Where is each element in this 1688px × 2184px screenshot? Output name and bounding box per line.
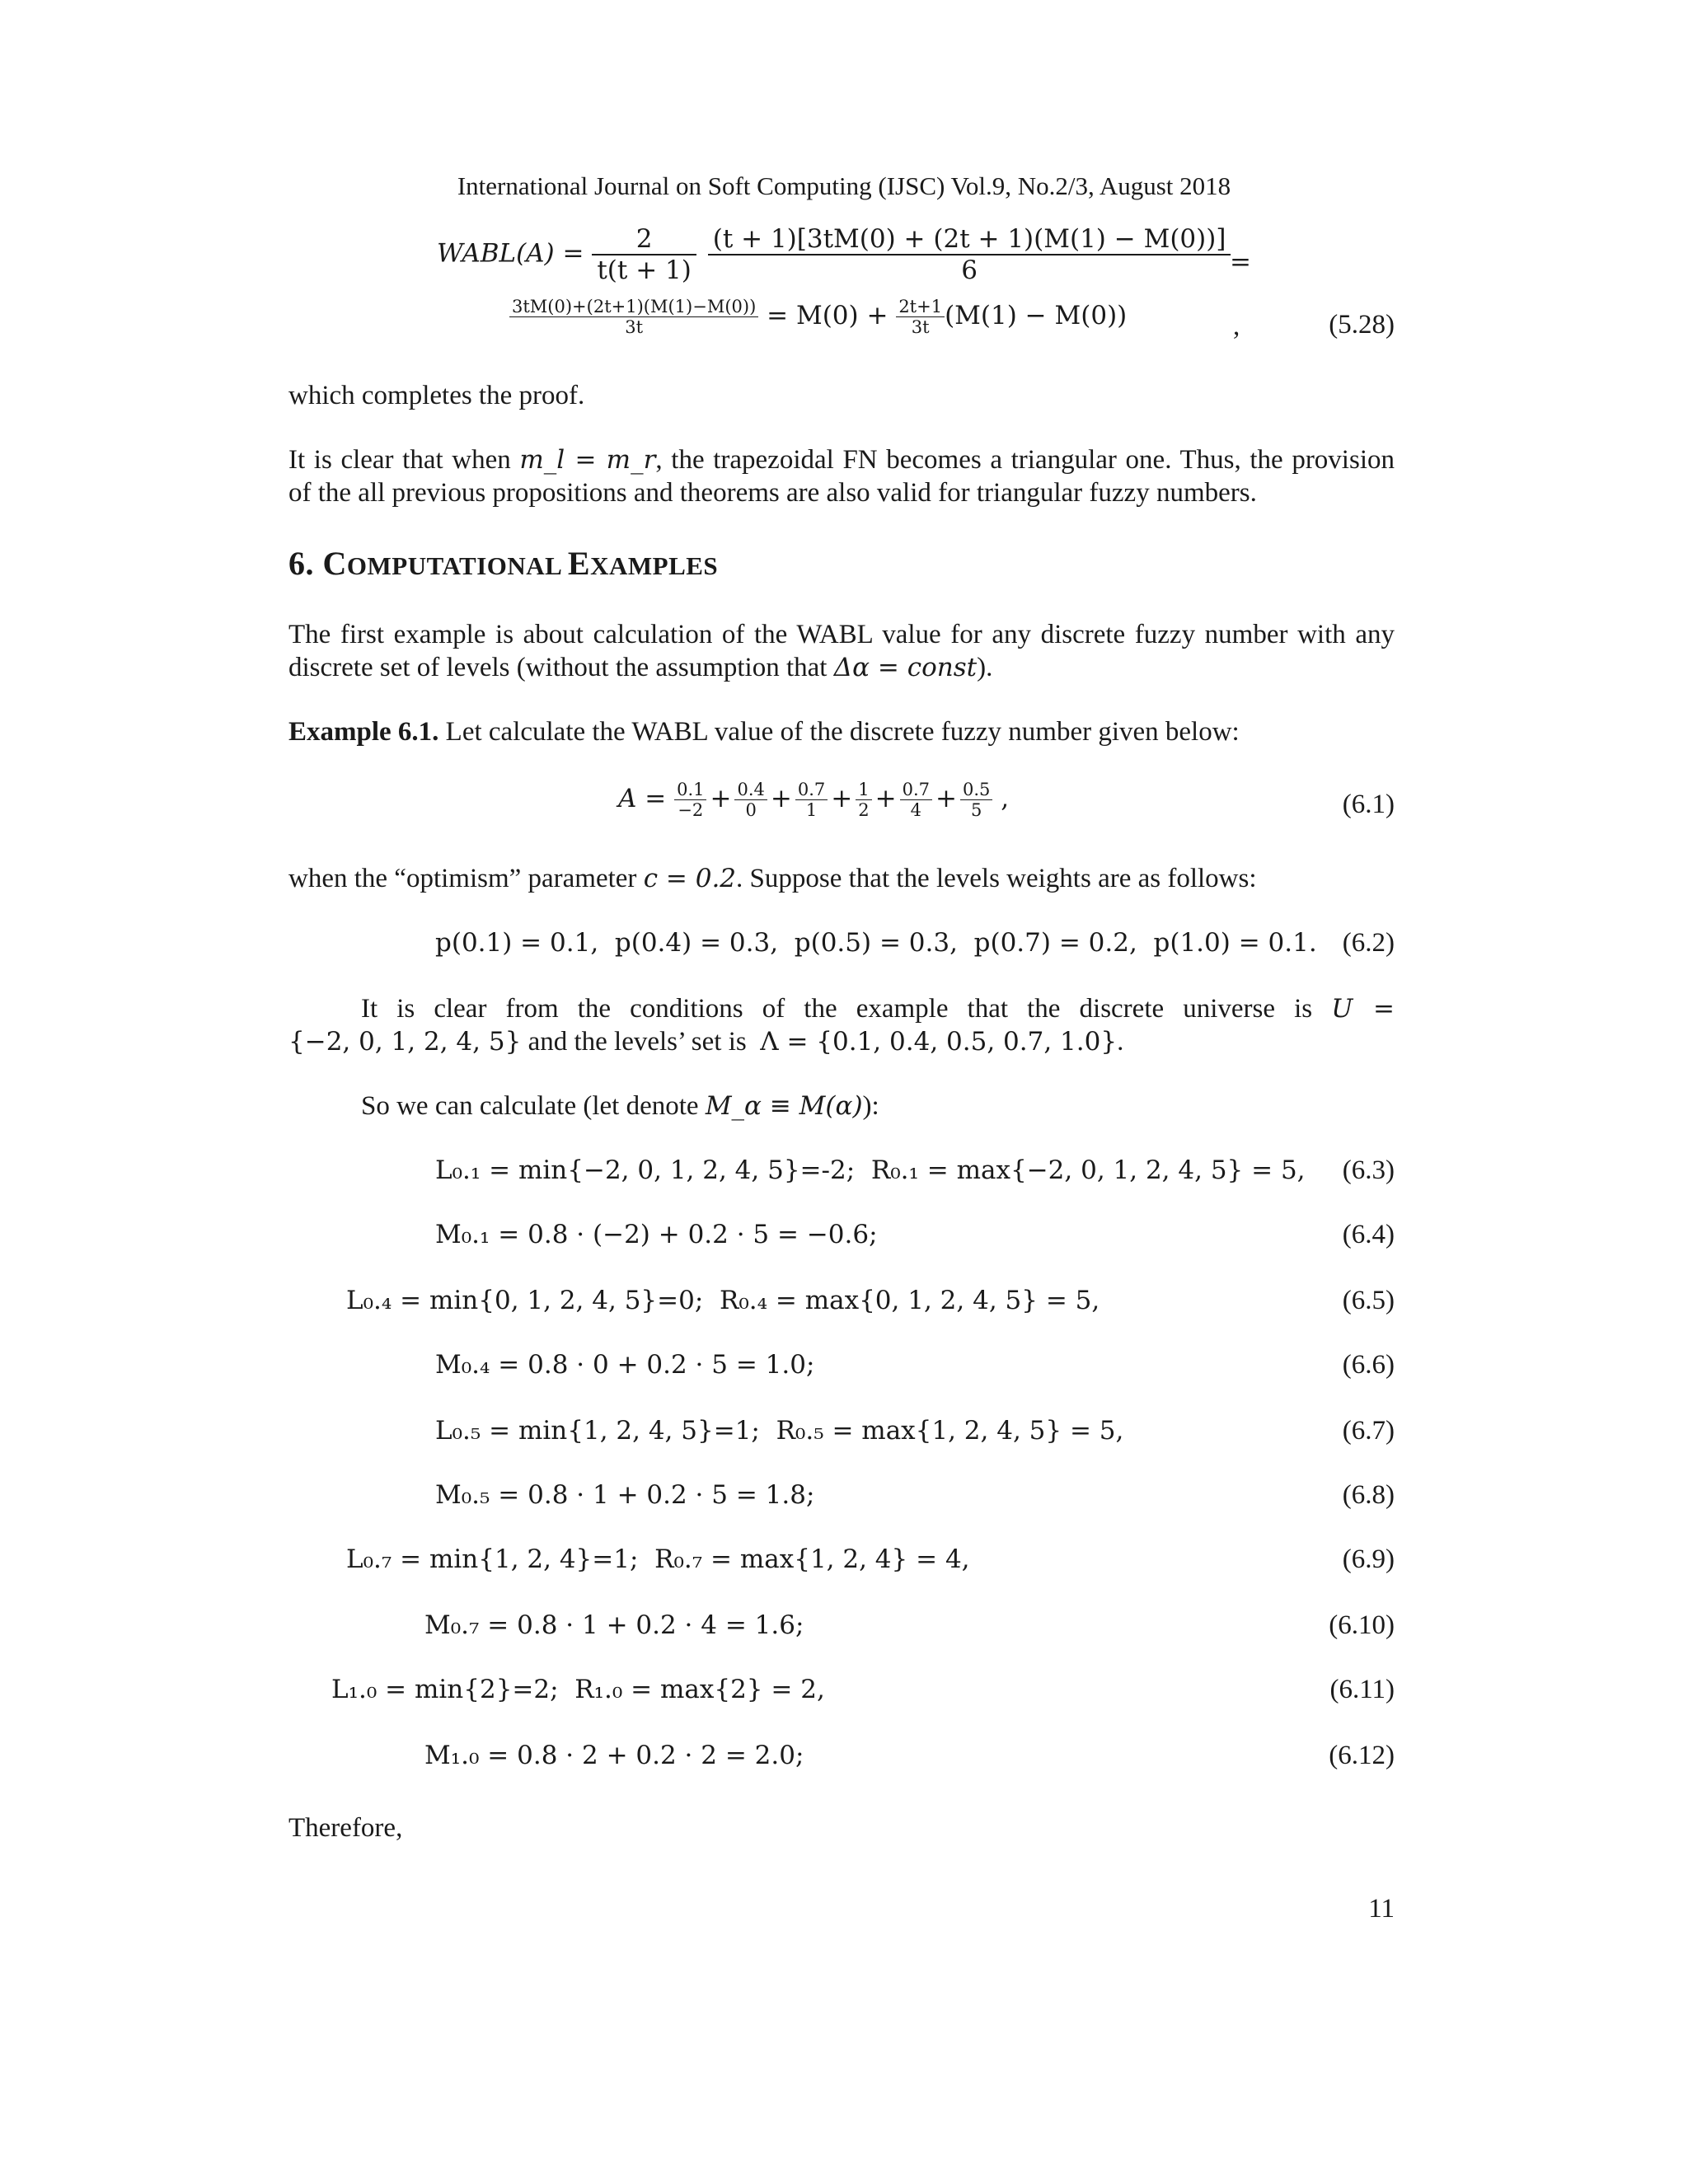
equation-number: (6.5) [1342,1286,1395,1315]
membership-term [900,780,932,820]
inline-math: U = [1331,994,1395,1024]
journal-header: International Journal on Soft Computing (IJSC) Vol.9, No.2/3, August 2018 [457,171,1231,200]
denominator: 3t [625,317,644,337]
equation-5-28-line2 [509,297,1127,337]
membership-term [734,780,767,820]
eq-mid: = M(0) + [758,301,897,330]
membership-degree: 1 [856,780,871,800]
membership-degree: 0.1 [674,780,706,800]
equation-number: (6.8) [1342,1480,1395,1510]
example-statement [288,715,1240,748]
eq-lhs: WABL(A) = [437,238,593,269]
text-run: ): [862,1091,879,1121]
inline-math: Λ = {0.1, 0.4, 0.5, 0.7, 1.0} [760,1027,1118,1057]
membership-term [960,780,992,820]
numerator: 2t+1 [896,297,945,317]
section-number: 6. [288,545,323,582]
text-run: , the trapezoidal FN becomes a triangular one. Thus, the provision [655,445,1395,475]
equation-number: (6.4) [1342,1220,1395,1249]
paragraph-line [361,992,1395,1025]
universe-element: 4 [910,800,921,820]
section-heading [288,544,718,583]
fraction [592,224,696,285]
paragraph-line [288,651,992,684]
page-number: 11 [1368,1894,1395,1924]
equation-6-8: M₀.₅ = 0.8 · 1 + 0.2 · 5 = 1.8; [435,1480,815,1510]
equation-6-6: M₀.₄ = 0.8 · 0 + 0.2 · 5 = 1.0; [435,1350,815,1380]
eq-tail: (M(1) − M(0)) [945,301,1128,330]
fraction [708,224,1231,285]
numerator: (t + 1)[3tM(0) + (2t + 1)(M(1) − M(0))] [708,224,1231,255]
text-run: Let calculate the WABL value of the discrete fuzzy number given below: [438,717,1240,747]
trailing-comma: , [992,784,1010,813]
small-caps-initial: E [567,545,591,582]
plus-sign: + [770,784,792,813]
membership-term [856,780,871,820]
membership-degree: 0.7 [900,780,932,800]
paragraph: Therefore, [288,1813,403,1843]
text-run: and the levels’ set is [521,1027,761,1057]
equation-number: (6.12) [1329,1741,1395,1770]
inline-math: c = 0.2 [643,864,737,893]
small-caps-rest: OMPUTATIONAL [346,551,568,580]
equation-number: (6.6) [1342,1350,1395,1380]
universe-element: 5 [971,800,982,820]
equation-5-28-comma: , [1233,312,1240,341]
denominator: t(t + 1) [597,255,692,285]
membership-term [795,780,828,820]
paragraph [288,862,1257,895]
example-label: Example 6.1. [288,717,439,747]
numerator: 3tM(0)+(2t+1)(M(1)−M(0)) [509,297,758,317]
equation-number: (6.9) [1342,1544,1395,1574]
equation-6-12: M₁.₀ = 0.8 · 2 + 0.2 · 2 = 2.0; [424,1741,804,1770]
text-run: So we can calculate (let denote [361,1091,706,1121]
equation-number: (5.28) [1329,310,1395,340]
paragraph-line: of the all previous propositions and theorems are also valid for triangular fuzzy numbers. [288,478,1257,508]
universe-element: −2 [678,800,704,820]
inline-math: Δα = const [833,653,978,682]
equation-number: (6.3) [1342,1155,1395,1185]
equation-number: (6.10) [1329,1610,1395,1640]
inline-math: m_l = m_r [519,445,656,475]
small-caps-rest: XAMPLES [590,551,719,580]
numerator: 2 [592,224,696,255]
text-run: ). [977,653,993,682]
equation-5-28-line1 [437,224,1231,285]
paragraph-line [288,1025,1123,1058]
equation-6-7: L₀.₅ = min{1, 2, 4, 5}=1; R₀.₅ = max{1, 2, 4, 5} = 5, [435,1416,1124,1446]
equation-number: (6.7) [1342,1416,1395,1446]
inline-math: {−2, 0, 1, 2, 4, 5} [288,1027,522,1057]
denominator: 3t [911,317,930,337]
equation-6-2: p(0.1) = 0.1, p(0.4) = 0.3, p(0.5) = 0.3, p(0.7) = 0.2, p(1.0) = 0.1. [435,928,1317,958]
inline-math: M_α ≡ M(α) [705,1091,863,1121]
universe-element: 1 [805,800,818,820]
equation-number: (6.1) [1342,790,1395,819]
universe-element: 0 [745,800,757,820]
paragraph-line: The first example is about calculation of the WABL value for any discrete fuzzy number with any [288,620,1395,649]
paragraph: which completes the proof. [288,381,585,410]
equation-6-1 [618,780,1009,820]
fraction [509,297,758,337]
plus-sign: + [831,784,853,813]
equation-6-4: M₀.₁ = 0.8 · (−2) + 0.2 · 5 = −0.6; [435,1220,878,1249]
text-run: discrete set of levels (without the assumption that [288,653,834,682]
plus-sign: + [935,784,957,813]
membership-degree: 0.5 [960,780,992,800]
text-run: It is clear that when [288,445,520,475]
paragraph [361,1090,879,1122]
text-run: . [1117,1027,1124,1057]
paragraph [288,443,1395,476]
membership-degree: 0.4 [734,780,767,800]
small-caps-initial: C [322,545,347,582]
universe-element: 2 [858,800,870,820]
text-run: It is clear from the conditions of the example that the discrete universe is [361,994,1332,1024]
fraction [896,297,945,337]
eq-lhs: A = [618,784,675,813]
equation-5-28-trailing-equals: = [1230,247,1251,277]
membership-term [674,780,706,820]
equation-6-11: L₁.₀ = min{2}=2; R₁.₀ = max{2} = 2, [331,1675,825,1704]
text-run: . Suppose that the levels weights are as follows: [736,864,1257,893]
equation-6-9: L₀.₇ = min{1, 2, 4}=1; R₀.₇ = max{1, 2, 4} = 4, [346,1544,970,1574]
equation-6-5: L₀.₄ = min{0, 1, 2, 4, 5}=0; R₀.₄ = max{0, 1, 2, 4, 5} = 5, [346,1286,1100,1315]
denominator: 6 [961,255,978,285]
equation-number: (6.2) [1342,928,1395,958]
equation-number: (6.11) [1329,1675,1395,1704]
membership-degree: 0.7 [795,780,828,800]
text-run: when the “optimism” parameter [288,864,644,893]
equation-6-3: L₀.₁ = min{−2, 0, 1, 2, 4, 5}=-2; R₀.₁ = max{−2, 0, 1, 2, 4, 5} = 5, [435,1155,1306,1185]
plus-sign: + [874,784,897,813]
plus-sign: + [710,784,732,813]
equation-6-10: M₀.₇ = 0.8 · 1 + 0.2 · 4 = 1.6; [424,1610,804,1640]
